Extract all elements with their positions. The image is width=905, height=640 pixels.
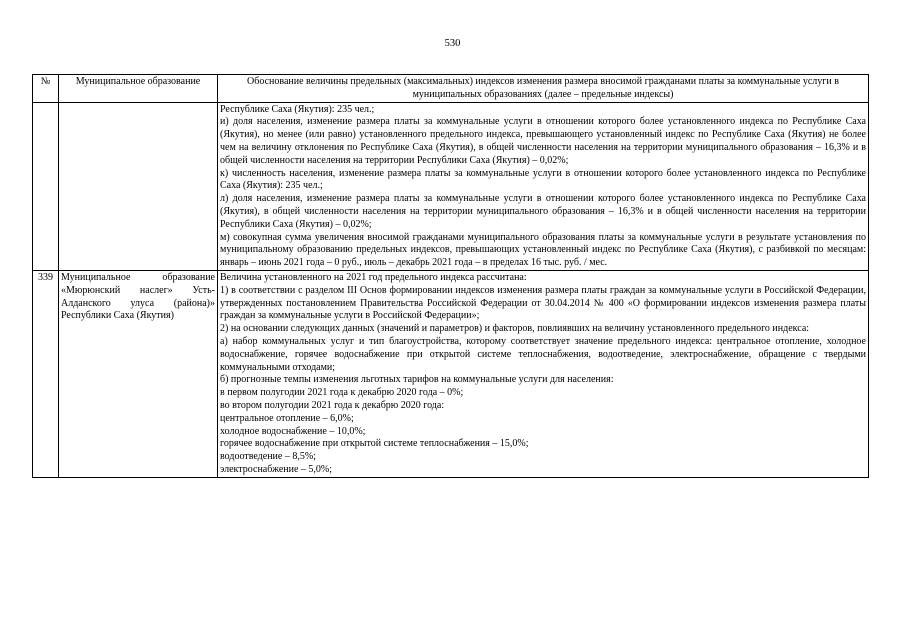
header-basis: Обоснование величины предельных (максимальных) индексов изменения размера вносимой гражданами платы за коммунальные услуги в муниципальных образованиях (далее – предельные индексы) — [218, 75, 869, 103]
header-municipality: Муниципальное образование — [59, 75, 218, 103]
cell-basis-continuation — [218, 102, 869, 270]
table-header-row — [33, 75, 869, 103]
header-number: № — [33, 75, 59, 103]
table-row-continuation — [33, 102, 869, 270]
page-number: 530 — [444, 38, 461, 49]
basis-paragraph: в первом полугодии 2021 года к декабрю 2020 года – 0%; — [220, 387, 464, 399]
basis-paragraph: электроснабжение – 5,0%; — [220, 463, 333, 475]
cell-basis-339 — [218, 270, 869, 477]
basis-paragraph: во втором полугодии 2021 года к декабрю 2020 года: — [220, 399, 445, 411]
basis-paragraph: Республике Саха (Якутия): 235 чел.; — [220, 103, 375, 115]
basis-paragraph: водоотведение – 8,5%; — [220, 451, 316, 463]
tariff-index-table — [32, 74, 869, 478]
municipality-name: Муниципальное образование «Мюрюнский наслег» Усть-Алданского улуса (района)» Республики Саха (Якутия) — [59, 270, 218, 477]
basis-paragraph: горячее водоснабжение при открытой системе теплоснабжения – 15,0%; — [220, 438, 529, 450]
basis-paragraph: л) доля населения, изменение размера платы за коммунальные услуги в отношении которого более установленного индекса по Республике Саха (Якутия), в общей численности населения на территории муниципального образования – 16,3% и в общей численности населения на территории Республики Саха (Якутия) – 0,02%; — [220, 193, 866, 230]
basis-paragraph: 2) на основании следующих данных (значений и параметров) и факторов, повлиявших на величину установленного предельного индекса: — [220, 323, 810, 335]
basis-paragraph: а) набор коммунальных услуг и тип благоустройства, которому соответствует значение предельного индекса: центральное отопление, холодное водоснабжение, горячее водоснабжение при открытой системе теплоснабжения, водоотведение, электроснабжение, обращение с твердыми коммунальными отходами; — [220, 335, 866, 373]
cell-municipality-empty — [59, 102, 218, 270]
basis-paragraph: холодное водоснабжение – 10,0%; — [220, 425, 366, 437]
basis-paragraph: б) прогнозные темпы изменения льготных тарифов на коммунальные услуги для населения: — [220, 374, 614, 386]
basis-paragraph: и) доля населения, изменение размера платы за коммунальные услуги в отношении которого более установленного индекса по Республике Саха (Якутия), но менее (или равно) установленного предельного индекса, превышающего установленный индекс по Республике Саха (Якутия) не более чем на величину отклонения по Республике Саха (Якутия), в общей численности населения на территории муниципального образования – 16,3% и в общей численности населения на территории Республики Саха (Якутия) – 0,02%; — [220, 116, 866, 166]
basis-paragraph: 1) в соответствии с разделом III Основ формировании индексов изменения размера платы граждан за коммунальные услуги в Российской Федерации, утвержденных постановлением Правительства Российской Федерации от 30.04.2014 № 400 «О формировании индексов изменения размера платы граждан за коммунальные услуги в Российской Федерации»; — [220, 284, 866, 322]
table-row-339 — [33, 270, 869, 477]
basis-paragraph: к) численность населения, изменение размера платы за коммунальные услуги в отношении которого более установленного индекса по Республике Саха (Якутия): 235 чел.; — [220, 167, 866, 192]
cell-number-empty — [33, 102, 59, 270]
basis-paragraph: м) совокупная сумма увеличения вносимой гражданами муниципального образования платы за коммунальные услуги в результате установления по муниципальному образованию предельных индексов, превышающих установленный индекс по Республике Саха (Якутия), с разбивкой по месяцам: январь – июнь 2021 года – 0 руб., июль – декабрь 2021 года – в пределах 16 тыс. руб. / мес. — [220, 231, 866, 269]
basis-paragraph: центральное отопление – 6,0%; — [220, 412, 354, 424]
row-number: 339 — [33, 270, 59, 477]
basis-paragraph: Величина установленного на 2021 год предельного индекса рассчитана: — [220, 271, 527, 283]
